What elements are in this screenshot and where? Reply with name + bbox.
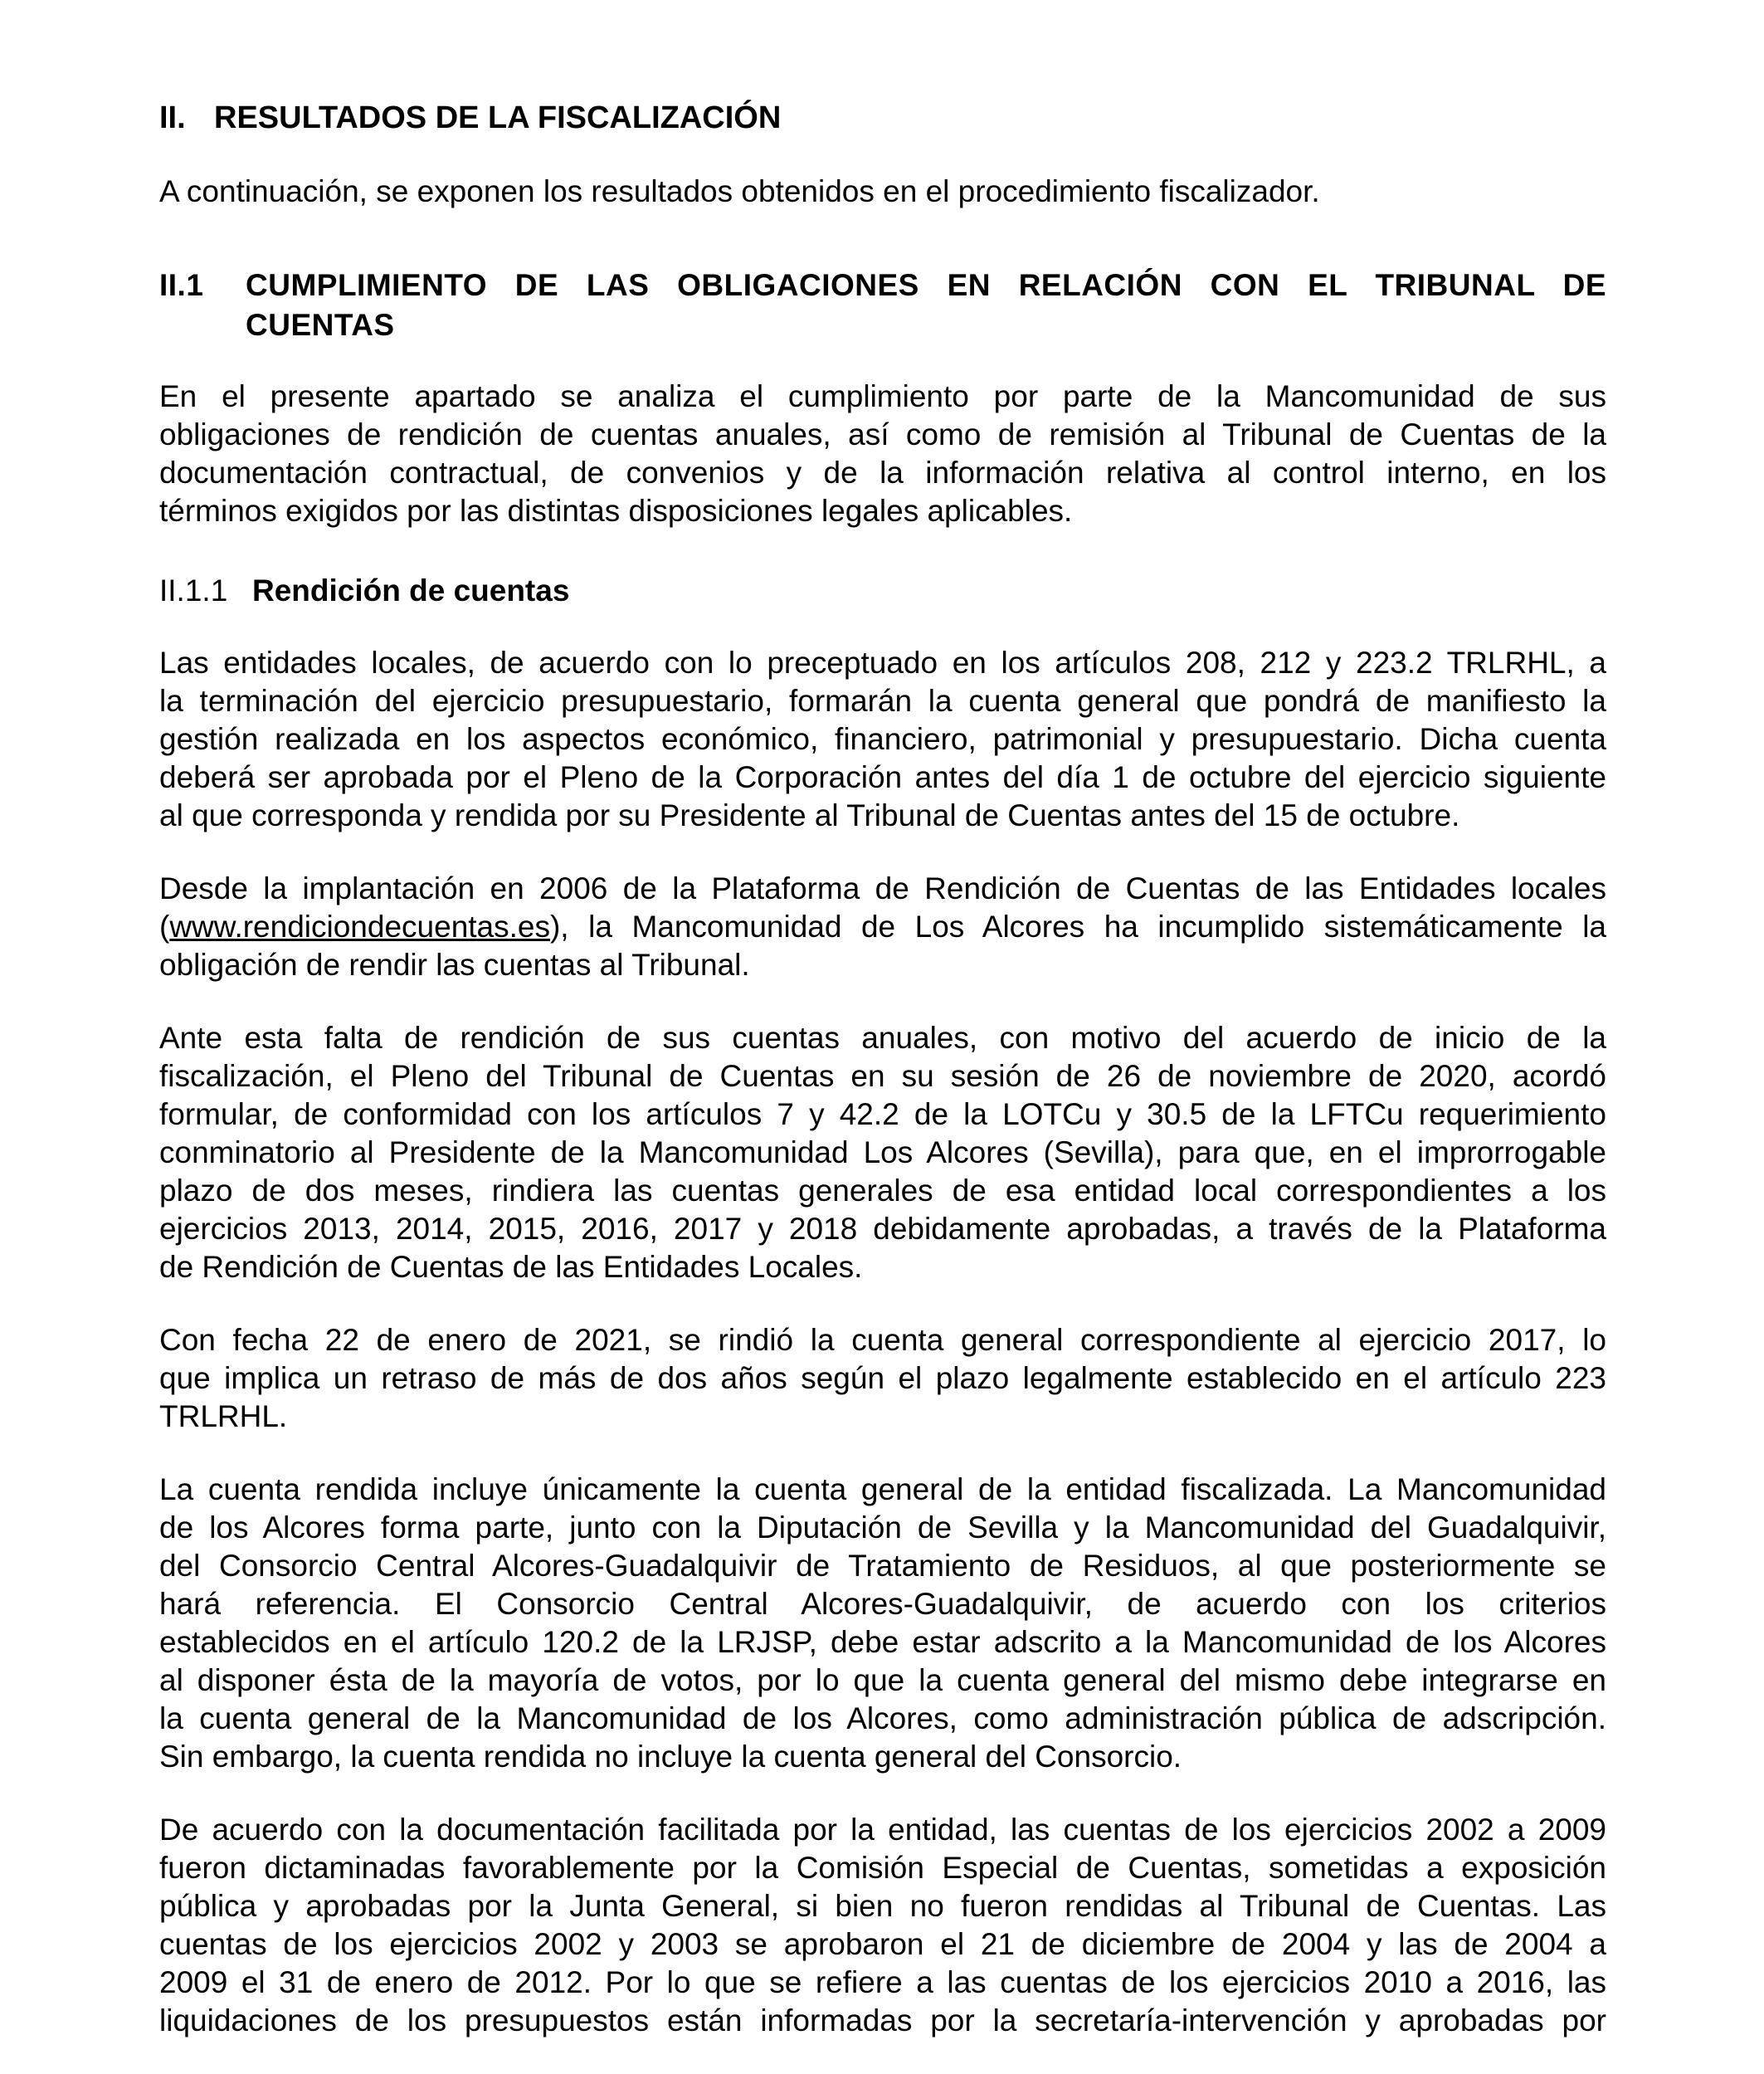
subsection-title-line-1: CUMPLIMIENTO DE LAS OBLIGACIONES EN RELACIÓN CON EL TRIBUNAL DE	[246, 268, 1606, 302]
paragraph-line: conminatorio al Presidente de la Mancomunidad Los Alcores (Sevilla), para que, en el improrrogable	[159, 1135, 1606, 1169]
paragraph-line: términos exigidos por las distintas disposiciones legales aplicables.	[159, 494, 1073, 528]
subsection-number: II.1	[159, 268, 204, 302]
paragraph-line: obligaciones de rendición de cuentas anuales, así como de remisión al Tribunal de Cuentas de la	[159, 417, 1606, 451]
paragraph-line: formular, de conformidad con los artículos 7 y 42.2 de la LOTCu y 30.5 de la LFTCu requerimiento	[159, 1097, 1606, 1131]
paragraph-line: ejercicios 2013, 2014, 2015, 2016, 2017 y 2018 debidamente aprobadas, a través de la Plataforma	[159, 1212, 1606, 1246]
subsection-heading	[159, 266, 1606, 345]
paragraph-line: Ante esta falta de rendición de sus cuentas anuales, con motivo del acuerdo de inicio de la	[159, 1021, 1606, 1055]
paragraph-line: plazo de dos meses, rindiera las cuentas generales de esa entidad local correspondientes a los	[159, 1174, 1606, 1208]
section-heading	[159, 98, 781, 138]
subsection-title	[246, 266, 1606, 345]
paragraph-line: liquidaciones de los presupuestos están informadas por la secretaría-intervención y aprobadas por	[159, 2003, 1606, 2037]
paragraph-line: de Rendición de Cuentas de las Entidades Locales.	[159, 1250, 863, 1284]
paragraph-line: hará referencia. El Consorcio Central Alcores-Guadalquivir, de acuerdo con los criterios	[159, 1587, 1606, 1621]
paragraph-requirement	[159, 1019, 1606, 1286]
paragraph-line: al disponer ésta de la mayoría de votos, por lo que la cuenta general del mismo debe integrarse en	[159, 1663, 1606, 1697]
paragraph-line: Las entidades locales, de acuerdo con lo preceptuado en los artículos 208, 212 y 223.2 TRLRHL, a	[159, 646, 1606, 680]
subsubsection-number: II.1.1	[159, 573, 228, 608]
paragraph-line: la cuenta general de la Mancomunidad de los Alcores, como administración pública de adscripción.	[159, 1701, 1606, 1735]
paragraph-line: establecidos en el artículo 120.2 de la LRJSP, debe estar adscrito a la Mancomunidad de los Alcores	[159, 1625, 1606, 1659]
intro-paragraph: A continuación, se exponen los resultados obtenidos en el procedimiento fiscalizador.	[159, 174, 1320, 208]
paragraph-line: al que corresponda y rendida por su Presidente al Tribunal de Cuentas antes del 15 de octubre.	[159, 798, 1460, 832]
paragraph-platform	[159, 870, 1606, 984]
paragraph-line: Desde la implantación en 2006 de la Plataforma de Rendición de Cuentas de las Entidades locales	[159, 871, 1606, 905]
paragraph-obligations	[159, 378, 1606, 530]
paragraph-line: gestión realizada en los aspectos económico, financiero, patrimonial y presupuestario. Dicha cuenta	[159, 722, 1606, 756]
paragraph-delay	[159, 1321, 1606, 1436]
paragraph-line: cuentas de los ejercicios 2002 y 2003 se aprobaron el 21 de diciembre de 2004 y las de 2004 a	[159, 1927, 1606, 1961]
paragraph-line: Con fecha 22 de enero de 2021, se rindió la cuenta general correspondiente al ejercicio 2017, lo	[159, 1323, 1606, 1357]
subsection-title-line-2: CUENTAS	[246, 308, 395, 342]
paragraph-line: que implica un retraso de más de dos años según el plazo legalmente establecido en el artículo 223	[159, 1361, 1606, 1395]
section-number: II.	[159, 100, 186, 135]
paragraph-line: De acuerdo con la documentación facilitada por la entidad, las cuentas de los ejercicios 2002 a 2009	[159, 1813, 1606, 1847]
paragraph-line: fiscalización, el Pleno del Tribunal de Cuentas en su sesión de 26 de noviembre de 2020, acordó	[159, 1059, 1606, 1093]
subsubsection-title: Rendición de cuentas	[252, 573, 570, 608]
paragraph-line: obligación de rendir las cuentas al Tribunal.	[159, 948, 750, 982]
paragraph-line: pública y aprobadas por la Junta General, si bien no fueron rendidas al Tribunal de Cuentas. Las	[159, 1889, 1606, 1923]
paragraph-line-with-link	[159, 908, 1606, 946]
paragraph-line: deberá ser aprobada por el Pleno de la Corporación antes del día 1 de octubre del ejercicio siguiente	[159, 760, 1606, 794]
subsubsection-heading	[159, 571, 569, 611]
paragraph-line: documentación contractual, de convenios y de la información relativa al control interno, en los	[159, 456, 1606, 490]
paragraph-consortium	[159, 1471, 1606, 1776]
paragraph-line: 2009 el 31 de enero de 2012. Por lo que se refiere a las cuentas de los ejercicios 2010 a 2016, las	[159, 1965, 1606, 1999]
paragraph-line: la terminación del ejercicio presupuestario, formarán la cuenta general que pondrá de manifiesto la	[159, 684, 1606, 718]
paragraph-legal-framework	[159, 644, 1606, 835]
paragraph-line: En el presente apartado se analiza el cumplimiento por parte de la Mancomunidad de sus	[159, 379, 1606, 413]
section-title: RESULTADOS DE LA FISCALIZACIÓN	[214, 100, 782, 135]
paragraph-line: La cuenta rendida incluye únicamente la cuenta general de la entidad fiscalizada. La Mancomunidad	[159, 1472, 1606, 1506]
paren-open: (	[159, 910, 170, 944]
paragraph-line: Sin embargo, la cuenta rendida no incluye la cuenta general del Consorcio.	[159, 1740, 1182, 1774]
paragraph-line: del Consorcio Central Alcores-Guadalquivir de Tratamiento de Residuos, al que posteriormente se	[159, 1549, 1606, 1583]
paragraph-line: TRLRHL.	[159, 1399, 288, 1433]
paragraph-line: de los Alcores forma parte, junto con la Diputación de Sevilla y la Mancomunidad del Guadalquivir,	[159, 1510, 1606, 1545]
paragraph-line: fueron dictaminadas favorablemente por la Comisión Especial de Cuentas, sometidas a exposición	[159, 1851, 1606, 1885]
paragraph-history	[159, 1811, 1606, 2040]
paragraph-line-rest: ), la Mancomunidad de Los Alcores ha incumplido sistemáticamente la	[549, 910, 1606, 944]
rendiciondecuentas-link[interactable]: www.rendiciondecuentas.es	[169, 910, 550, 944]
